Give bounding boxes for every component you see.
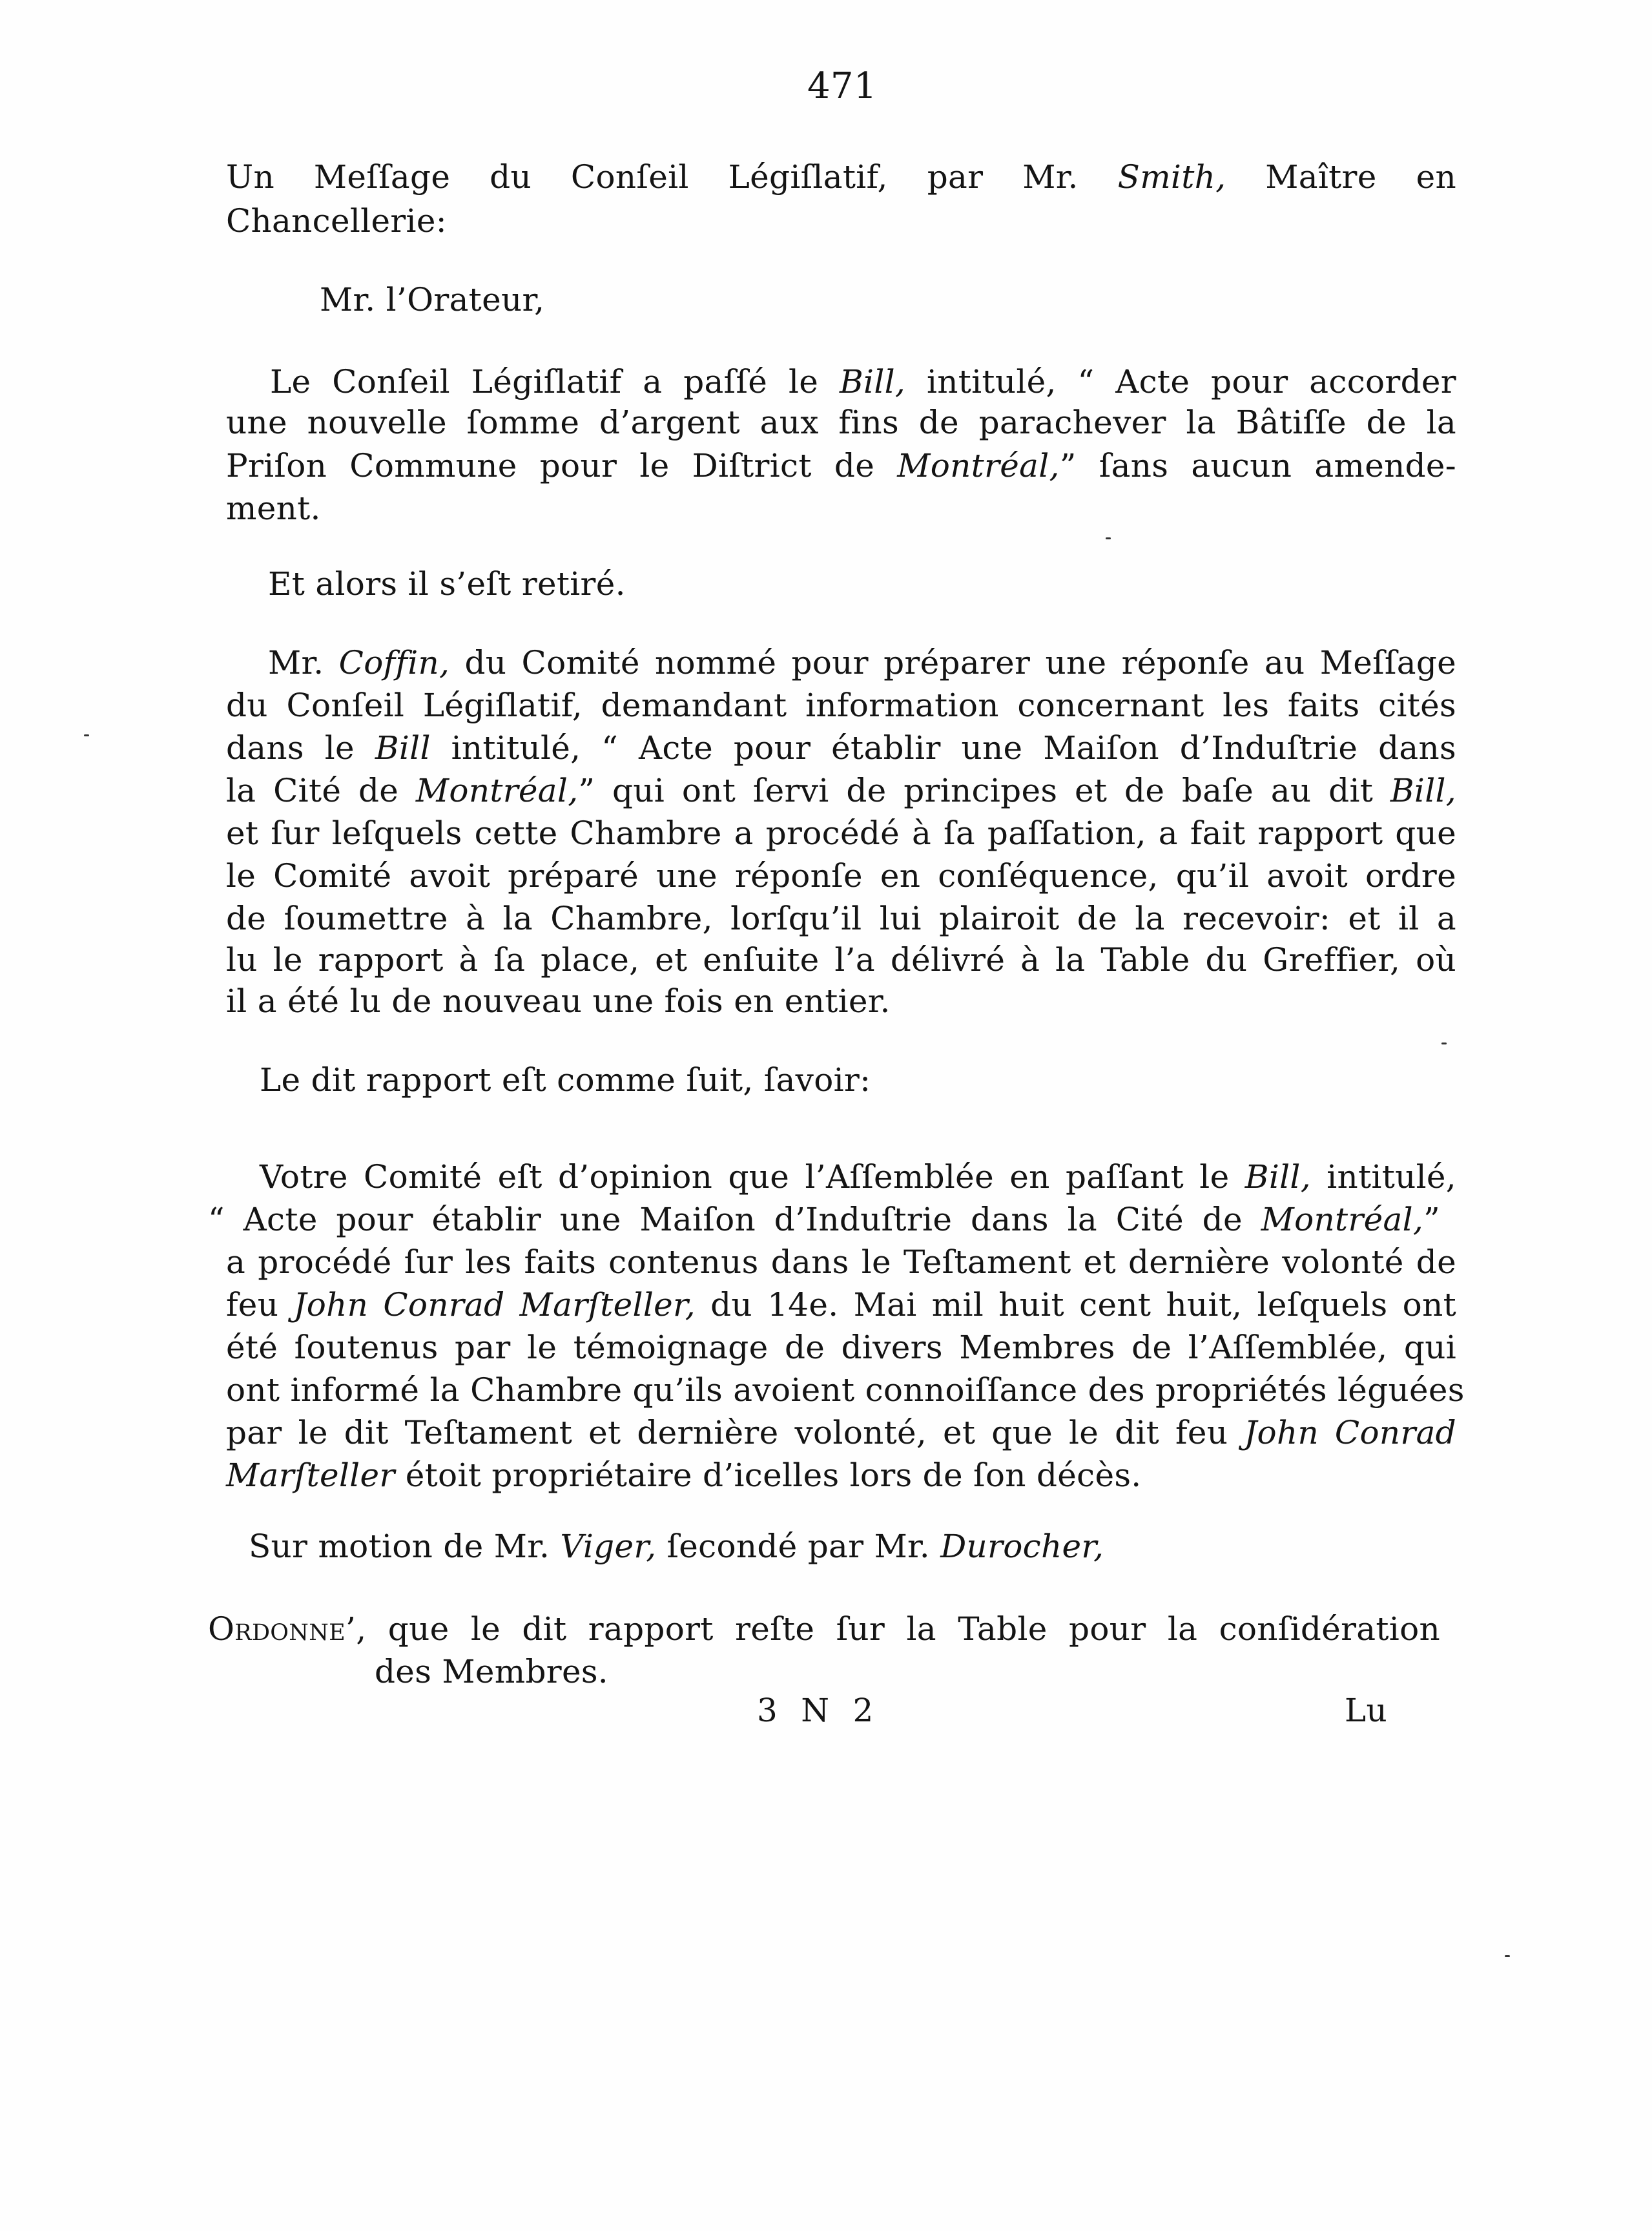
print-speck [1106,537,1111,539]
page-number: 471 [807,65,877,107]
motion-line: Sur motion de Mr. Viger, ſecondé par Mr. Durocher, [249,1528,1104,1565]
report-line-7: par le dit Teſtament et dernière volonté, et que le dit feu John Conrad [226,1414,1456,1451]
committee-line-9: il a été lu de nouveau une fois en entier. [226,982,891,1020]
print-speck [84,734,89,736]
report-line-2: “ Acte pour établir une Maiſon d’Induſtrie dans la Cité de Montréal,” [208,1201,1440,1238]
salutation: Mr. l’Orateur, [320,281,545,318]
committee-line-6: le Comité avoit préparé une réponſe en conſéquence, qu’il avoit ordre [226,857,1456,895]
print-speck [1441,1043,1447,1044]
order-line-1: Ordonne’, que le dit rapport reſte ſur la Table pour la conſidération [208,1610,1440,1648]
report-line-8: Marſteller étoit propriétaire d’icelles lors de ſon décès. [226,1457,1142,1494]
signature-mark: 3 N 2 [757,1692,874,1729]
committee-line-5: et ſur leſquels cette Chambre a procédé à ſa paſſation, a fait rapport que [226,815,1456,852]
message-line-2: Chancellerie: [226,202,447,240]
print-speck [1505,1955,1510,1957]
name-coffin: Coffin, [338,644,450,681]
name-durocher: Durocher, [940,1528,1104,1565]
message-line-1: Un Meſſage du Conſeil Légiſlatif, par Mr. Smith, Maître en [226,158,1456,196]
ordonne-label: Ordonne’, [208,1610,367,1648]
committee-line-8: lu le rapport à ſa place, et enſuite l’a délivré à la Table du Greffier, où [226,941,1456,979]
committee-line-1: Mr. Coffin, du Comité nommé pour préparer une réponſe au Meſſage [268,644,1457,681]
report-line-6: ont informé la Chambre qu’ils avoient connoiſſance des propriétés léguées [226,1371,1465,1409]
order-line-2: des Membres. [375,1653,608,1690]
committee-line-7: de ſoumettre à la Chambre, lorſqu’il lui plairoit de la recevoir: et il a [226,900,1456,937]
name-marsteller: John Conrad Marſteller, [293,1286,696,1323]
report-line-1: Votre Comité eſt d’opinion que l’Aſſemblée en paſſant le Bill, intitulé, [260,1158,1456,1196]
council-line-2: une nouvelle ſomme d’argent aux fins de parachever la Bâtiſſe de la [226,404,1456,441]
committee-line-3: dans le Bill intitulé, “ Acte pour établir une Maiſon d’Induſtrie dans [226,729,1456,767]
committee-line-4: la Cité de Montréal,” qui ont ſervi de principes et de baſe au dit Bill, [226,772,1456,809]
name-viger: Viger, [560,1528,657,1565]
retire-line: Et alors il s’eſt retiré. [268,565,626,603]
catchword: Lu [1345,1692,1388,1729]
report-line-3: a procédé ſur les faits contenus dans le Teſtament et dernière volonté de [226,1243,1456,1281]
committee-line-2: du Conſeil Légiſlatif, demandant information concernant les faits cités [226,687,1456,724]
council-line-3: Priſon Commune pour le Diſtrict de Montréal,” ſans aucun amende- [226,447,1456,484]
council-line-1: Le Conſeil Légiſlatif a paſſé le Bill, intitulé, “ Acte pour accorder [270,363,1456,400]
council-line-4: ment. [226,490,321,527]
report-line-4: feu John Conrad Marſteller, du 14e. Mai mil huit cent huit, leſquels ont [226,1286,1456,1323]
report-line-5: été ſoutenus par le témoignage de divers Membres de l’Aſſemblée, qui [226,1329,1456,1366]
name-smith: Smith, [1117,158,1226,196]
report-intro: Le dit rapport eſt comme ſuit, ſavoir: [260,1061,871,1099]
